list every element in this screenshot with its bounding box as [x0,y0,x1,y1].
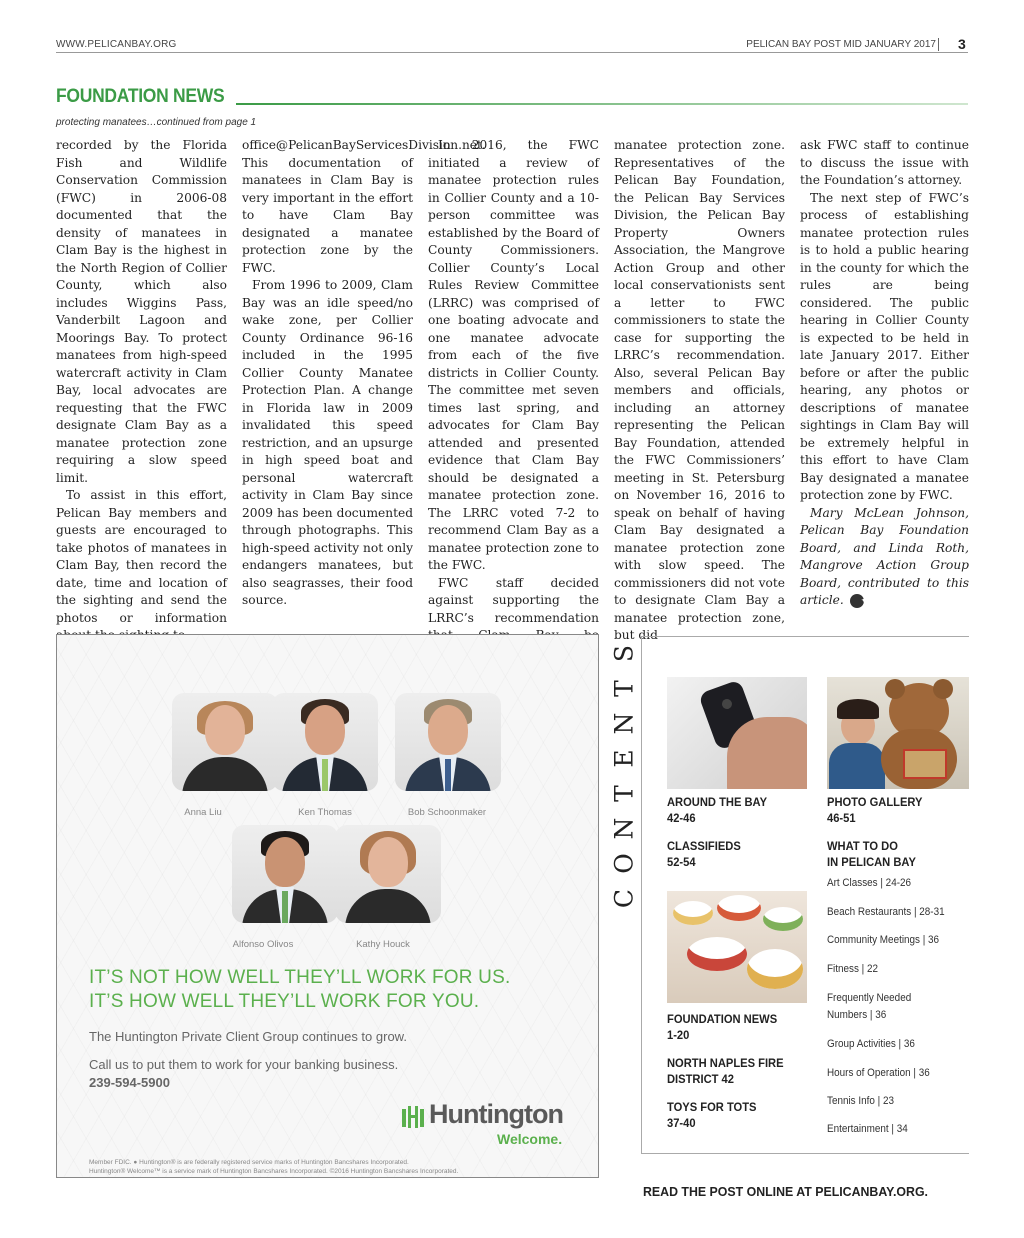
contents-title: PHOTO GALLERY [827,795,923,809]
ad-phone[interactable]: 239-594-5900 [89,1075,170,1090]
header-divider [938,38,939,51]
contents-title: AROUND THE BAY [667,795,768,809]
ad-fine-print: Huntington® Welcome™ is a service mark of Huntington Bancshares Incorporated. ©2016 Huntington Bancshares Incorporated. [89,1168,459,1175]
contents-pages: 37-40 [667,1116,696,1130]
article-paragraph: The next step of FWC’s process of establishing manatee protection rules is to hold a public hearing in the county for which the rules are being considered. The public hearing in Collier County is expected to be held in late January 2017. Either before or after the public hearing, any photos or descriptions of manatee sightings in Clam Bay will be extremely helpful in this effort to have Clam Bay designated a manatee protection zone by FWC. [800,190,969,502]
contents-item[interactable]: Hours of Operation | 36 [827,1067,930,1079]
contents-pages: 52-54 [667,855,696,869]
food-photo [667,891,807,1003]
contents-item[interactable]: Group Activities | 36 [827,1038,915,1050]
contents-item[interactable]: Community Meetings | 36 [827,934,940,946]
contents-item[interactable]: Frequently Needed [827,992,912,1004]
contents-letter: N [609,817,639,840]
photo-anna-liu [172,693,278,791]
contents-around-the-bay[interactable] [667,794,767,826]
issue-title: PELICAN BAY POST MID JANUARY 2017 [746,39,936,50]
contents-subtitle: IN PELICAN BAY [827,855,916,869]
article-column-2 [242,137,486,610]
pelican-end-icon: ✦ [850,594,864,608]
article-column-1 [56,137,227,645]
page-number: 3 [958,36,966,52]
article-column-5 [800,137,969,610]
contents-heading [609,636,639,909]
huntington-advertisement[interactable] [56,634,599,1178]
contents-box [641,636,969,1154]
contents-item[interactable]: Entertainment | 34 [827,1123,908,1135]
contents-letter: O [609,853,639,874]
contents-north-naples-fire[interactable] [667,1055,784,1087]
contents-letter: E [609,749,639,768]
article-paragraph: FWC staff decided against supporting the LRRC’s recommendation [428,575,599,625]
contents-title: CLASSIFIEDS [667,839,741,853]
contents-pages: 46-51 [827,811,856,825]
contents-foundation-news[interactable] [667,1011,777,1043]
contents-pages: 1-20 [667,1028,690,1042]
header-rule [56,52,968,53]
contents-item[interactable]: Numbers | 36 [827,1009,887,1021]
article-paragraph: In 2016, the FWC initiated a review of manatee protection rules in Collier County and a 10-person committee was established by the Board of County Commissioners. Collier County’s Local Rules Review Committee (LRRC) was comprised of one boating advocate and one manatee advocate from each of the five districts in Collier County. The committee met seven times last spring, and advocates for Clam Bay attended and presented evidence that Clam Bay should be designated a manatee protection zone. The LRRC voted 7-2 to recommend Clam Bay as a manatee protection zone to the FWC. [428,138,599,572]
contents-pages: DISTRICT 42 [667,1072,734,1086]
contents-letter: S [609,644,639,663]
article-paragraph: From 1996 to 2009, Clam Bay was an idle speed/no wake zone, per Collier County Ordinance 96-16 included in the 1995 Collier County Manatee Protection Plan. A change in Florida law in 2009 invalidated this speed restriction, and an upsurge in high speed boat and personal watercraft activity in Clam Bay since 2009 has been documented through photographs. This high-speed activity not only endangers manatees, but also seagrasses, their food source. [242,278,413,607]
ad-headline-2: IT’S HOW WELL THEY’LL WORK FOR YOU. [89,991,480,1012]
contents-item[interactable]: Beach Restaurants | 28-31 [827,906,945,918]
huntington-wordmark: Huntington [429,1099,563,1129]
contents-classifieds[interactable] [667,838,741,870]
huntington-logo [399,1101,569,1157]
contents-title: TOYS FOR TOTS [667,1100,757,1114]
ad-subline-2: Call us to put them to work for your banking business. [89,1057,399,1072]
person-name: Anna Liu [184,807,222,818]
key-fob-photo [667,677,807,789]
contents-letter: N [609,712,639,735]
photo-gallery-photo [827,677,969,789]
byline-text: Mary McLean Johnson, Pelican Bay Foundation Board, and Linda Roth, Mangrove Action Group Board, contributed to this article. [800,505,969,607]
section-title: FOUNDATION NEWS [56,86,225,107]
ad-headline-1: IT’S NOT HOW WELL THEY’LL WORK FOR US. [89,967,511,988]
photo-kathy-houck [335,825,441,923]
article-paragraph: recorded by the Florida Fish and Wildlife Conservation Commission (FWC) in 2006-08 documented that the density of manatees in Clam Bay is the highest in the North Region of Collier County, which also includes Wiggins Pass, Vanderbilt Lagoon and Moorings Bay. To protect manatees from high-speed watercraft activity in Clam Bay, local advocates are requesting that the FWC designate Clam Bay as a manatee protection zone requiring a slow speed limit. [56,138,227,485]
person-name: Kathy Houck [356,939,410,950]
photo-alfonso-olivos [232,825,338,923]
photo-bob-schoonmaker [395,693,501,791]
huntington-welcome: Welcome. [497,1131,563,1147]
contents-what-to-do[interactable] [827,838,916,870]
article-paragraph: ask FWC staff to continue to discuss the issue with the Foundation’s attorney. [800,138,969,187]
contents-toys-for-tots[interactable] [667,1099,756,1131]
contents-letter: T [609,680,639,697]
article-column-3 [428,137,599,662]
contents-title: WHAT TO DO [827,839,898,853]
article-column-4 [614,137,785,645]
contents-title: FOUNDATION NEWS [667,1012,778,1026]
person-name: Alfonso Olivos [232,939,294,950]
article-paragraph: office@PelicanBayServicesDivision.net. This documentation of manatees in Clam Bay is very important in the effort to have Clam Bay designated a manatee protection zone by the FWC. [242,138,486,275]
article-paragraph: manatee protection zone. Representatives of the Pelican Bay Foundation, the Pelican Bay Services Division, the Pelican Bay Property Owners Association, the Mangrove Action Group and other local conservationists sent a letter to FWC commissioners to state the case for supporting the LRRC’s recommendation. Also, several Pelican Bay members and officials, including an attorney representing the Pelican Bay Foundation, attended the FWC Commissioners’ meeting in St. Petersburg on November 16, 2016 to speak on behalf of having Clam Bay designated a manatee protection zone with slow speed. The commissioners did not vote to designate Clam Bay a manatee protection zone, but did [614,138,785,642]
continued-kicker: protecting manatees…continued from page 1 [56,117,257,128]
ad-subline-1: The Huntington Private Client Group continues to grow. [89,1029,407,1044]
person-name: Bob Schoonmaker [407,807,487,818]
contents-photo-gallery[interactable] [827,794,922,826]
read-online-link[interactable]: READ THE POST ONLINE AT PELICANBAY.ORG. [643,1184,928,1199]
person-name: Ken Thomas [298,807,352,818]
ad-fine-print: Member FDIC. ● Huntington® is are federally registered service marks of Huntington Bancshares Incorporated. [89,1159,409,1166]
huntington-logo-icon [399,1103,427,1131]
article-byline [800,505,969,610]
contents-title: NORTH NAPLES FIRE [667,1056,784,1070]
photo-ken-thomas [272,693,378,791]
contents-item[interactable]: Art Classes | 24-26 [827,877,912,889]
article-paragraph: To assist in this effort, Pelican Bay members and guests are encouraged to take photos of manatees in Clam Bay, then record the date, time and location of the sighting and send the photos or information [56,488,227,625]
contents-pages: 42-46 [667,811,696,825]
contents-letter: C [609,888,639,909]
section-rule [236,103,968,105]
website-url[interactable]: WWW.PELICANBAY.ORG [56,39,177,50]
contents-letter: T [609,785,639,802]
contents-item[interactable]: Fitness | 22 [827,963,879,975]
contents-item[interactable]: Tennis Info | 23 [827,1095,894,1107]
